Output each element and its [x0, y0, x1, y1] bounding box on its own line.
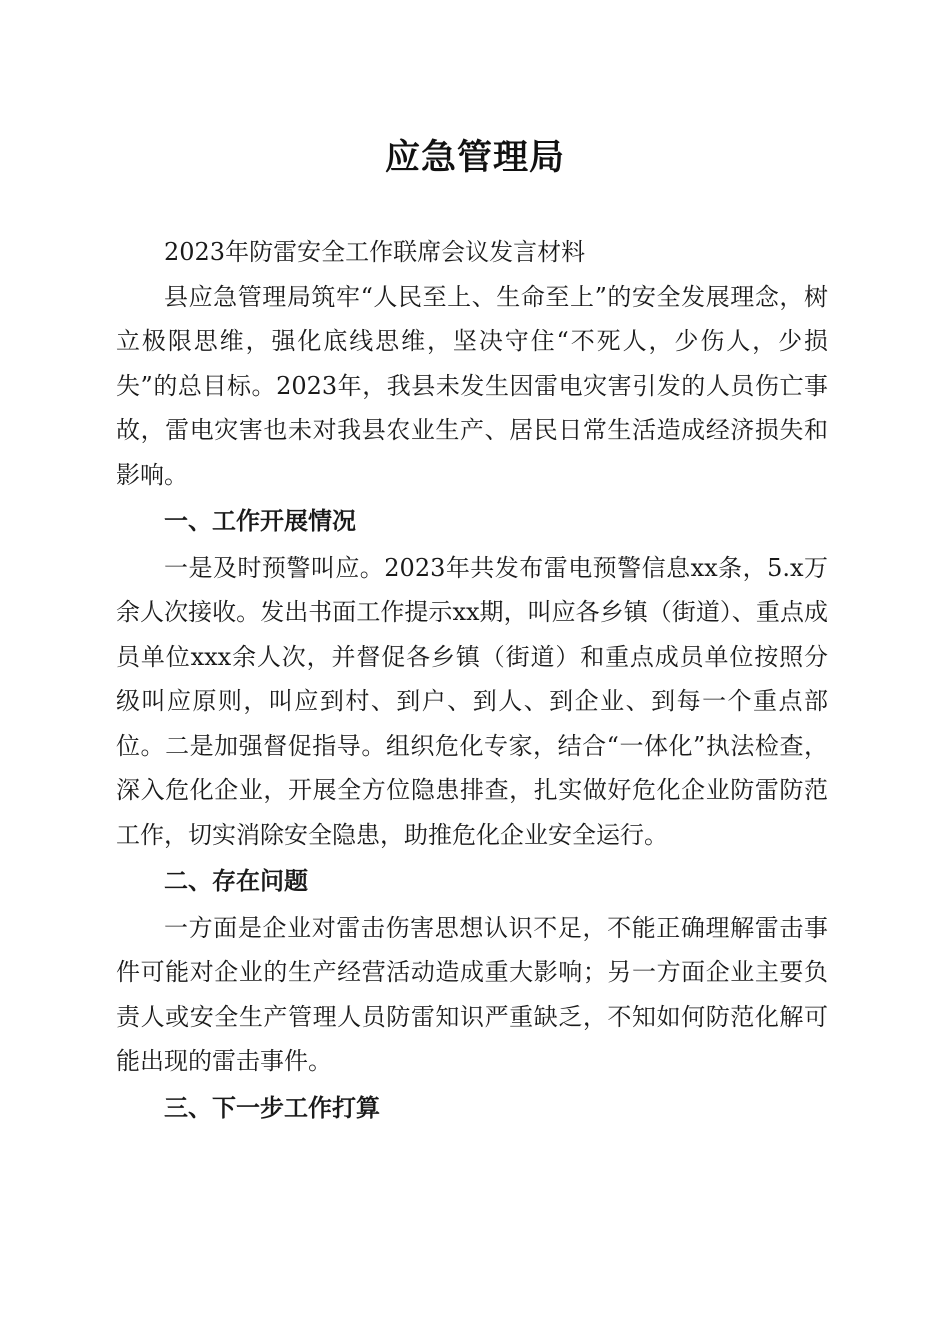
- intro-paragraph: 县应急管理局筑牢“人民至上、生命至上”的安全发展理念，树立极限思维，强化底线思维，坚决守住“不死人，少伤人，少损失”的总目标。2023年，我县未发生因雷电灾害引发的人员伤亡事故，雷电灾害也未对我县农业生产、居民日常生活造成经济损失和影响。: [116, 282, 828, 489]
- section-3-heading: 三、下一步工作打算: [164, 1093, 380, 1122]
- section-1-heading: 一、工作开展情况: [164, 507, 356, 535]
- document-subtitle: 2023年防雷安全工作联席会议发言材料: [164, 238, 586, 266]
- document-title: 应急管理局: [384, 137, 565, 178]
- section-2-paragraph: 一方面是企业对雷击伤害思想认识不足，不能正确理解雷击事件可能对企业的生产经营活动造成重大影响；另一方面企业主要负责人或安全生产管理人员防雷知识严重缺乏，不知如何防范化解可能出现的雷击事件。: [116, 913, 828, 1075]
- document-body: [116, 230, 828, 1132]
- section-2-heading: 二、存在问题: [164, 867, 308, 895]
- section-1-paragraph: 一是及时预警叫应。2023年共发布雷电预警信息xx条，5.x万余人次接收。发出书面工作提示xx期，叫应各乡镇（街道）、重点成员单位xxx余人次，并督促各乡镇（街道）和重点成员单位按照分级叫应原则，叫应到村、到户、到人、到企业、到每一个重点部位。二是加强督促指导。组织危化专家，结合“一体化”执法检查，深入危化企业，开展全方位隐患排查，扎实做好危化企业防雷防范工作，切实消除安全隐患，助推危化企业安全运行。: [116, 553, 828, 849]
